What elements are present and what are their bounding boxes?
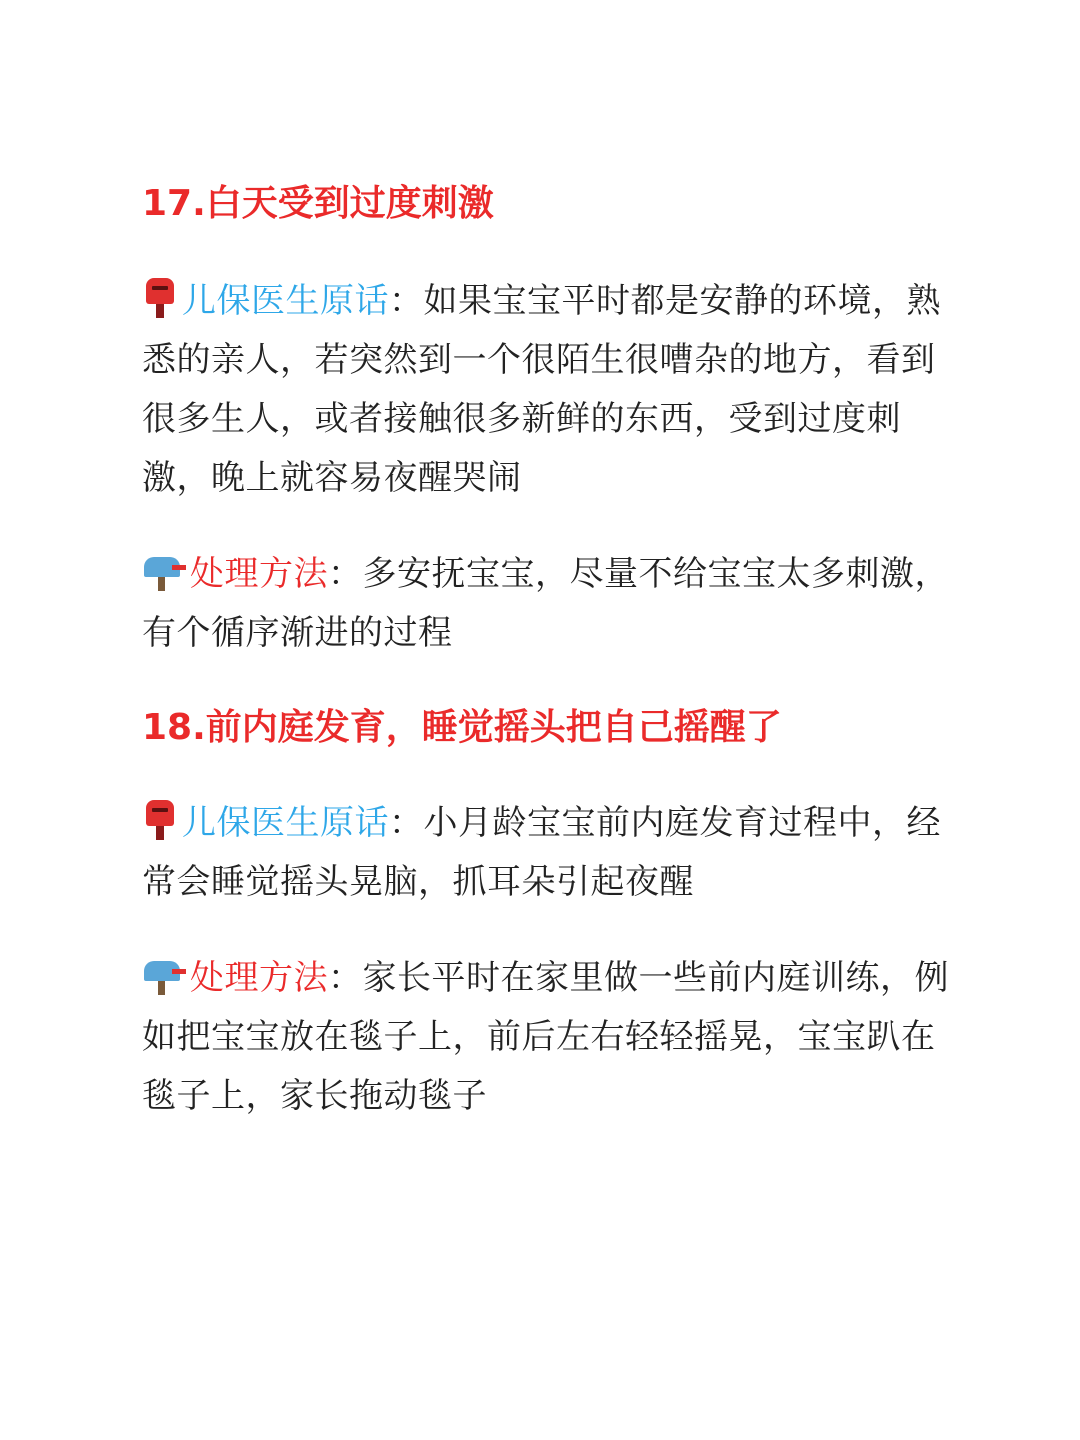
- method-paragraph: [142, 545, 952, 663]
- method-label: 处理方法: [190, 958, 328, 998]
- doctor-quote-text: ：小月龄宝宝前内庭发育过程中，经常会睡觉摇头晃脑，抓耳朵引起夜醒: [142, 803, 941, 902]
- doctor-quote-paragraph: [142, 794, 952, 912]
- section-title: 18.前内庭发育，睡觉摇头把自己摇醒了: [142, 707, 782, 748]
- doctor-quote-label: 儿保医生原话: [182, 281, 389, 321]
- doctor-quote-label: 儿保医生原话: [182, 803, 389, 843]
- method-text: ：家长平时在家里做一些前内庭训练，例如把宝宝放在毯子上，前后左右轻轻摇晃，宝宝趴在毯子上，家长拖动毯子: [142, 958, 949, 1116]
- method-text: ：多安抚宝宝，尽量不给宝宝太多刺激，有个循序渐进的过程: [142, 554, 949, 653]
- section-17: [142, 176, 952, 663]
- postbox-icon: [142, 276, 178, 318]
- section-18: [142, 700, 952, 1126]
- method-label: 处理方法: [190, 554, 328, 594]
- mailbox-icon: [142, 955, 186, 995]
- doctor-quote-paragraph: [142, 272, 952, 508]
- section-title: 17.白天受到过度刺激: [142, 183, 494, 224]
- method-paragraph: [142, 949, 952, 1126]
- postbox-icon: [142, 798, 178, 840]
- doctor-quote-text: ：如果宝宝平时都是安静的环境，熟悉的亲人，若突然到一个很陌生很嘈杂的地方，看到很多生人，或者接触很多新鲜的东西，受到过度刺激，晚上就容易夜醒哭闹: [142, 281, 941, 498]
- mailbox-icon: [142, 551, 186, 591]
